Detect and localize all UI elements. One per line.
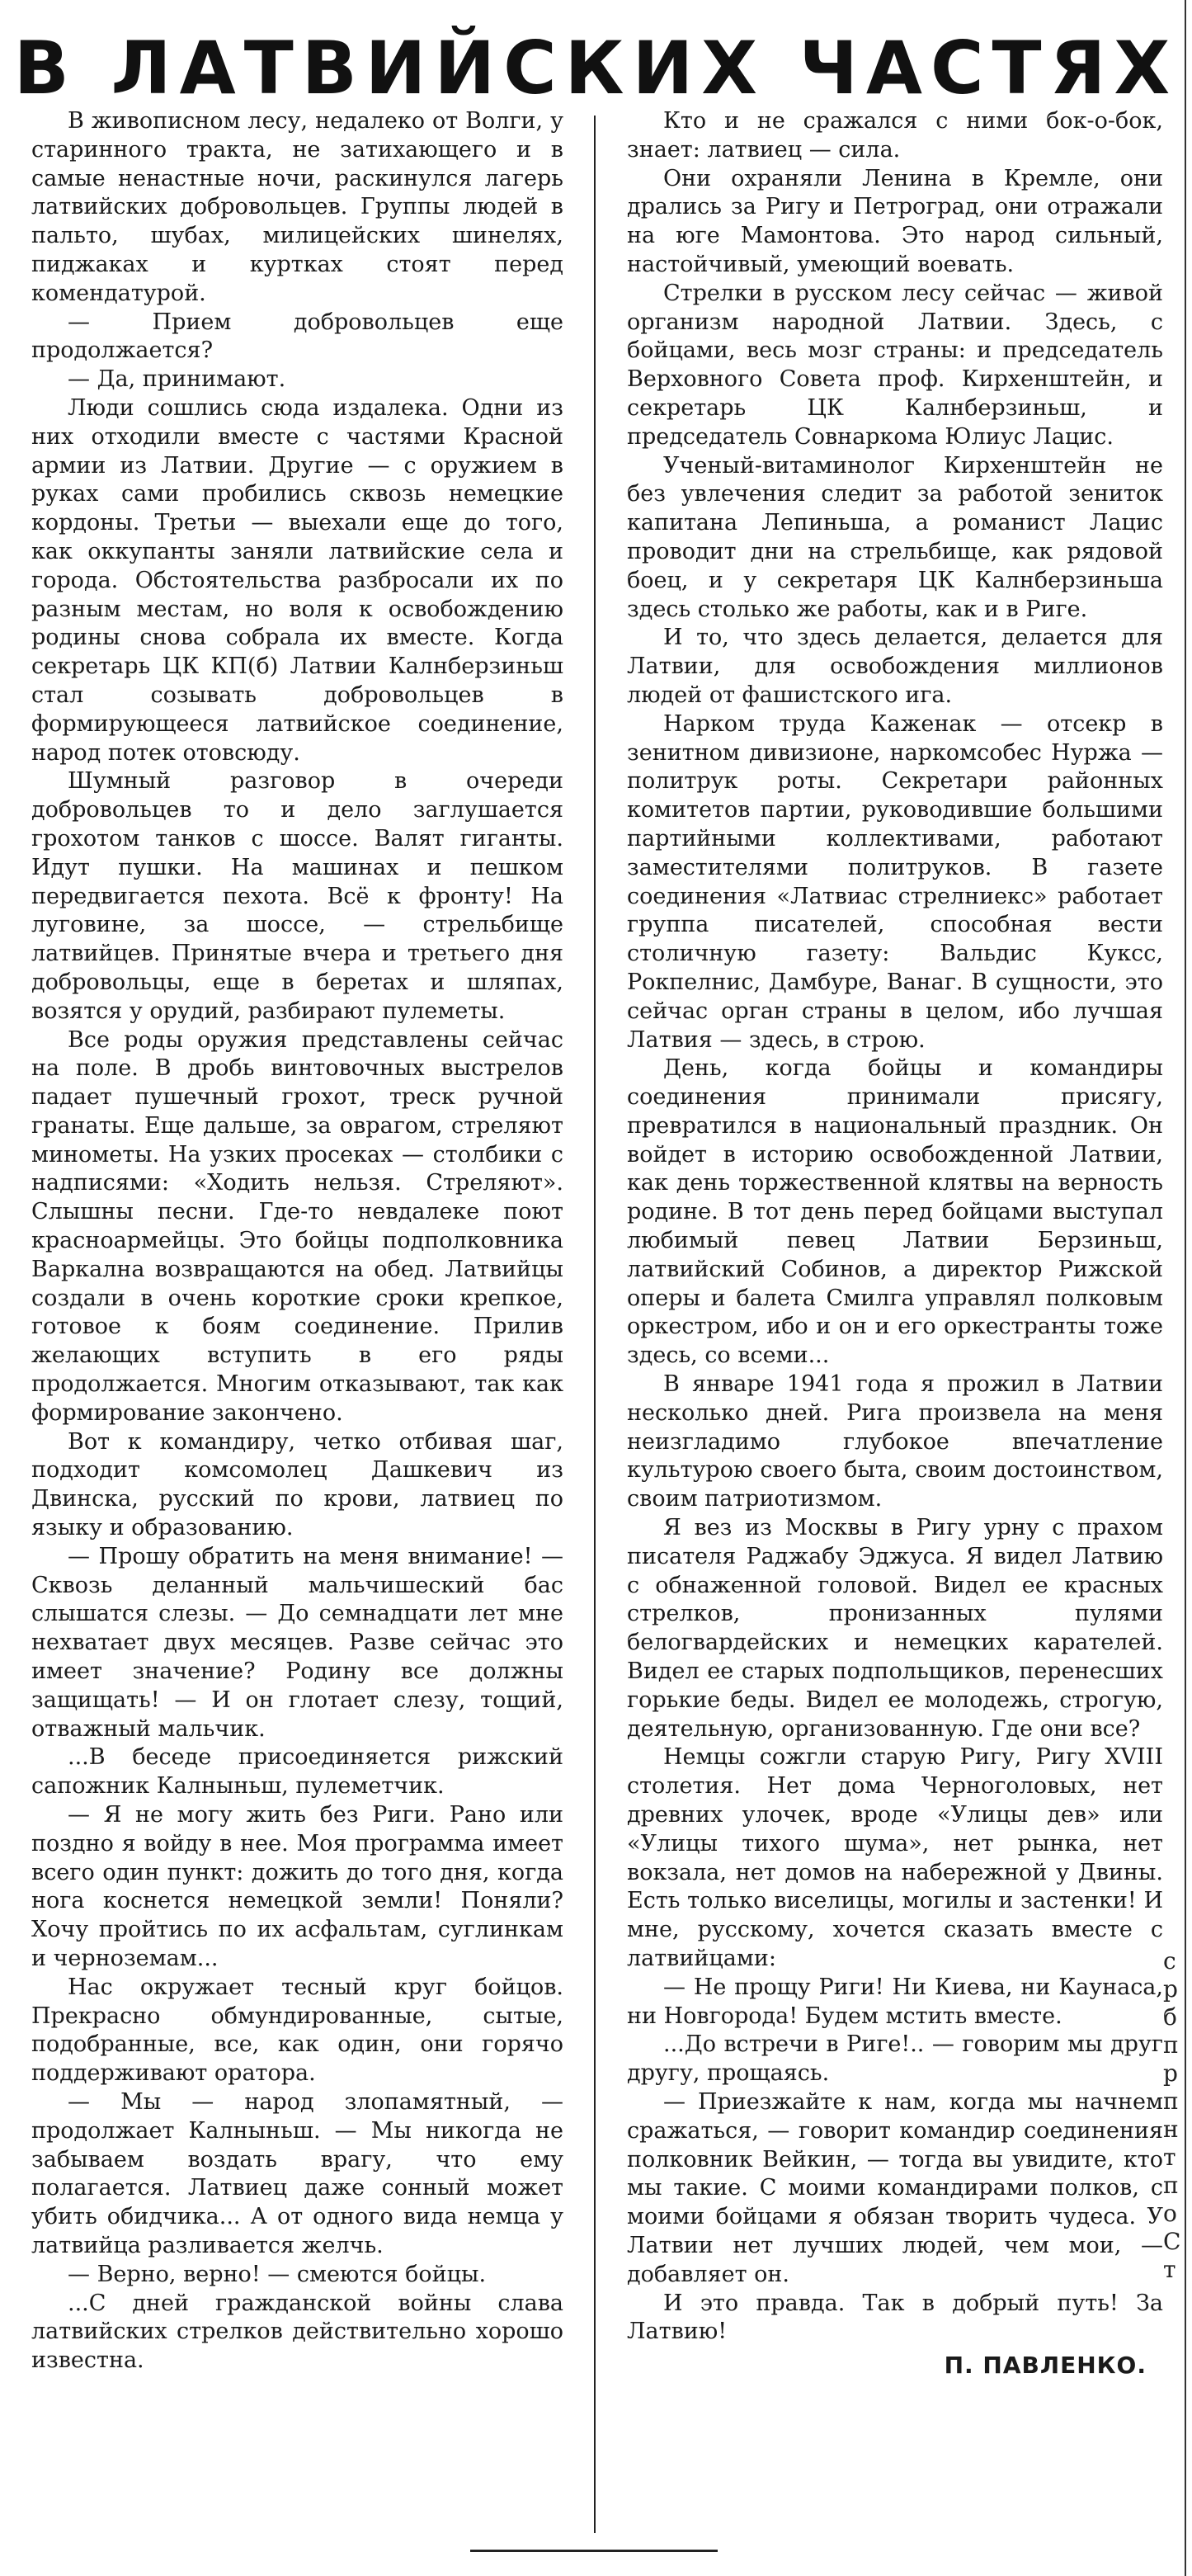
fragment-letter: р: [1163, 1975, 1178, 2003]
article-paragraph: Шумный разговор в очереди добровольцев то и дело заглушается грохотом танков с шоссе. Валят гиганты. Идут пушки. На машинах и пешком передвигается пехота. Всё к фронту! На луговине, за шоссе, — стрельбище латвийцев. Принятые вчера и третьего дня добровольцы, еще в беретах и шляпах, возятся у орудий, разбирают пулеметы.: [31, 768, 563, 1024]
fragment-letter: р: [1163, 2059, 1178, 2087]
article-paragraph: Немцы сожгли старую Ригу, Ригу XVIII столетия. Нет дома Черноголовых, нет древних улочек, вроде «Улицы дев» или «Улицы тихого шума», нет рынка, нет вокзала, нет домов на набережной у Двины. Есть только виселицы, могилы и застенки! И мне, русскому, хочется сказать вместе с латвийцами:: [627, 1744, 1163, 1971]
right-column-body: [627, 107, 1163, 2347]
article-paragraph: Нас окружает тесный круг бойцов. Прекрасно обмундированные, сытые, подобранные, все, как один, они горячо поддерживают оратора.: [31, 1974, 563, 2087]
author-signature: П. ПАВЛЕНКО.: [944, 2352, 1147, 2380]
article-paragraph: В январе 1941 года я прожил в Латвии несколько дней. Рига произвела на меня неизгладимо глубокое впечатление культурою своего быта, своим достоинством, своим патриотизмом.: [627, 1371, 1163, 1512]
article-paragraph: — Я не могу жить без Риги. Рано или поздно я войду в нее. Моя программа имеет всего один пункт: дожить до того дня, когда нога коснется немецкой земли! Поняли? Хочу пройтись по их асфальтам, суглинкам и черноземам...: [31, 1802, 563, 1971]
article-paragraph: — Прошу обратить на меня внимание! — Сквозь деланный мальчишеский бас слышатся слезы. — До семнадцати лет мне нехватает двух месяцев. Разве сейчас это имеет значение? Родину все должны защищать! — И он глотает слезу, тощий, отважный мальчик.: [31, 1543, 563, 1742]
article-paragraph: Вот к командиру, четко отбивая шаг, подходит комсомолец Дашкевич из Двинска, русский по крови, латвиец по языку и образованию.: [31, 1428, 563, 1541]
article-headline: В ЛАТВИЙСКИХ ЧАСТЯХ: [13, 26, 1179, 111]
article-paragraph: Кто и не сражался с ними бок-о-бок, знает: латвиец — сила.: [627, 108, 1163, 163]
article-paragraph: — Приезжайте к нам, когда мы начнем сражаться, — говорит командир соединения полковник Вейкин, — тогда вы увидите, кто мы такие. С моими командирами полков, с моими бойцами я обязан творить чудеса. У Латвии нет лучших людей, чем мои, — добавляет он.: [627, 2088, 1163, 2287]
article-paragraph: ...В беседе присоединяется рижский сапожник Калныньш, пулеметчик.: [31, 1744, 563, 1800]
article-paragraph: — Не прощу Риги! Ни Киева, ни Каунаса, ни Новгорода! Будем мстить вместе.: [627, 1974, 1163, 2029]
fragment-letter: с: [1163, 1947, 1176, 1974]
article-paragraph: — Верно, верно! — смеются бойцы.: [68, 2261, 487, 2287]
adjacent-article-fragment: [1163, 1947, 1188, 2284]
fragment-letter: п: [1163, 2172, 1179, 2199]
left-column: [31, 107, 563, 2375]
article-paragraph: ...До встречи в Риге!.. — говорим мы друг другу, прощаясь.: [627, 2031, 1163, 2087]
fragment-letter: С: [1163, 2228, 1181, 2255]
article-paragraph: И это правда. Так в добрый путь! За Латвию!: [627, 2290, 1163, 2345]
fragment-letter: п: [1163, 2088, 1179, 2115]
bottom-rule: [470, 2550, 718, 2552]
article-paragraph: — Мы — народ злопамятный, — продолжает Калныньш. — Мы никогда не забываем воздать врагу, что ему полагается. Латвиец даже сонный может убить обидчика... А от одного вида немца у латвийца разливается желчь.: [31, 2088, 563, 2258]
article-paragraph: Нарком труда Каженак — отсекр в зенитном дивизионе, наркомсобес Нуржа — политрук роты. Секретари районных комитетов партии, руководившие большими партийными коллективами, работают заместителями политруков. В газете соединения «Латвиас стрелниекс» работает группа писателей, способная вести столичную газету: Вальдис Куксс, Рокпелнис, Дамбуре, Ванаг. В сущности, это сейчас орган страны в целом, ибо лучшая Латвия — здесь, в строю.: [627, 710, 1163, 1053]
article-paragraph: И то, что здесь делается, делается для Латвии, для освобождения миллионов людей от фашистского ига.: [627, 625, 1163, 708]
article-paragraph: Я вез из Москвы в Ригу урну с прахом писателя Раджабу Эджуса. Я видел Латвию с обнаженной головой. Видел ее красных стрелков, пронизанных пулями белогвардейских и немецких карателей. Видел ее старых подпольщиков, перенесших горькие беды. Видел ее молодежь, строгую, деятельную, организованную. Где они все?: [627, 1515, 1163, 1742]
article-paragraph: — Прием добровольцев еще продолжается?: [31, 309, 563, 364]
article-paragraph: День, когда бойцы и командиры соединения принимали присягу, превратился в национальный праздник. Он войдет в историю освобожденной Латвии, как день торжественной клятвы на верность родине. В тот день перед бойцами выступал любимый певец Латвии Берзиньш, латвийский Собинов, а директор Рижской оперы и балета Смилга управлял полковым оркестром, ибо и он и его оркестранты тоже здесь, со всеми...: [627, 1055, 1163, 1369]
article-paragraph: Ученый-витаминолог Кирхенштейн не без увлечения следит за работой зениток капитана Лепиньша, а романист Лацис проводит дни на стрельбище, как рядовой боец, и у секретаря ЦК Калнберзиньша здесь столько же работы, как и в Риге.: [627, 452, 1163, 622]
article-paragraph: ...С дней гражданской войны слава латвийских стрелков действительно хорошо известна.: [31, 2290, 563, 2374]
article-paragraph: Люди сошлись сюда издалека. Одни из них отходили вместе с частями Красной армии из Латвии. Другие — с оружием в руках сами пробились сквозь немецкие кордоны. Третьи — выехали еще до того, как оккупанты заняли латвийские села и города. Обстоятельства разбросали их по разным местам, но воля к освобождению родины снова собрала их вместе. Когда секретарь ЦК КП(б) Латвии Калнберзиньш стал созывать добровольцев в формирующееся латвийское соединение, народ потек отовсюду.: [31, 394, 563, 766]
fragment-letter: п: [1163, 2031, 1179, 2059]
fragment-letter: н: [1163, 2116, 1179, 2143]
fragment-letter: б: [1163, 2003, 1177, 2031]
article-paragraph: В живописном лесу, недалеко от Волги, у старинного тракта, не затихающего и в самые ненастные ночи, раскинулся лагерь латвийских добровольцев. Группы людей в пальто, шубах, милицейских шинелях, пиджаках и куртках стоят перед комендатурой.: [31, 108, 563, 306]
fragment-letter: т: [1163, 2256, 1176, 2283]
article-paragraph: Стрелки в русском лесу сейчас — живой организм народной Латвии. Здесь, с бойцами, весь мозг страны: и председатель Верховного Совета проф. Кирхенштейн, и секретарь ЦК Калнберзиньш, и председатель Совнаркома Юлиус Лацис.: [627, 280, 1163, 450]
fragment-letter: о: [1163, 2200, 1177, 2227]
right-column: [627, 107, 1163, 2380]
article-paragraph: — Да, принимают.: [68, 366, 286, 393]
column-divider: [594, 116, 596, 2533]
article-paragraph: Все роды оружия представлены сейчас на поле. В дробь винтовочных выстрелов падает пушечный грохот, треск ручной гранаты. Еще дальше, за оврагом, стреляют минометы. На узких просеках — столбики с надписями: «Ходить нельзя. Стреляют». Слышны песни. Где-то невдалеке поют красноармейцы. Это бойцы подполковника Варкална возвращаются на обед. Латвийцы создали в очень короткие сроки крепкое, готовое к боям соединение. Прилив желающих вступить в его ряды продолжается. Многим отказывают, так как формирование закончено.: [31, 1026, 563, 1426]
article-paragraph: Они охраняли Ленина в Кремле, они дрались за Ригу и Петроград, они отражали на юге Мамонтова. Это народ сильный, настойчивый, умеющий воевать.: [627, 165, 1163, 277]
fragment-letter: т: [1163, 2144, 1176, 2171]
